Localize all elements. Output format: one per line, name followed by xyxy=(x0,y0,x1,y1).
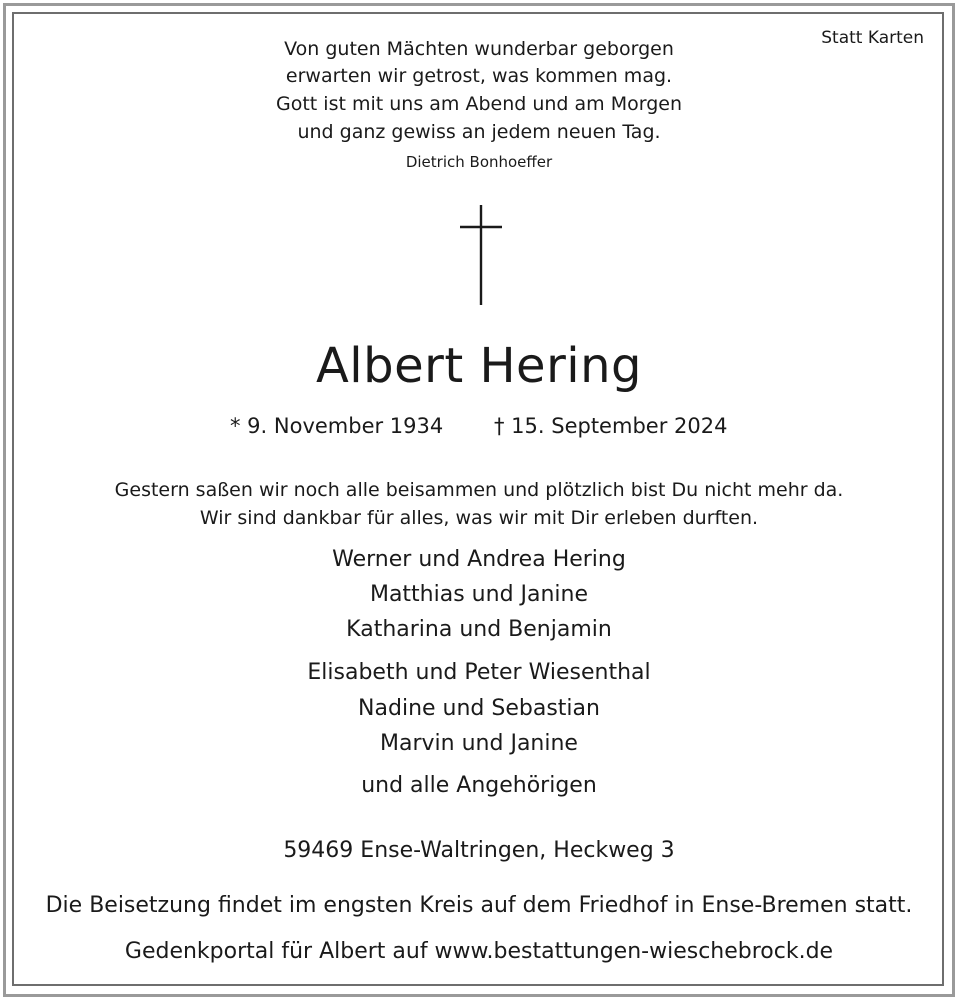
poem-author: Dietrich Bonhoeffer xyxy=(405,153,553,171)
poem-line: und ganz gewiss an jedem neuen Tag. xyxy=(297,121,661,143)
burial-note: Die Beisetzung findet im engsten Kreis auf dem Friedhof in Ense-Bremen statt. xyxy=(45,893,913,918)
memorial-portal: Gedenkportal für Albert auf www.bestattungen-wieschebrock.de xyxy=(124,939,834,964)
other-relatives: und alle Angehörigen xyxy=(361,773,597,798)
family-member: Elisabeth und Peter Wiesenthal xyxy=(307,660,651,685)
poem-line: erwarten wir getrost, was kommen mag. xyxy=(285,65,673,87)
birth-date: * 9. November 1934 xyxy=(230,414,444,438)
deceased-name: Albert Hering xyxy=(315,338,643,394)
family-member: Nadine und Sebastian xyxy=(358,696,600,721)
poem-line: Gott ist mit uns am Abend und am Morgen xyxy=(276,93,682,115)
family-member: Matthias und Janine xyxy=(369,582,589,607)
poem-line: Von guten Mächten wunderbar geborgen xyxy=(284,38,674,60)
family-member: Werner und Andrea Hering xyxy=(332,547,626,572)
message-line: Gestern saßen wir noch alle beisammen und plötzlich bist Du nicht mehr da. xyxy=(114,479,844,501)
cross-icon xyxy=(460,205,502,305)
address: 59469 Ense-Waltringen, Heckweg 3 xyxy=(283,838,675,863)
message-line: Wir sind dankbar für alles, was wir mit Dir erleben durften. xyxy=(199,507,759,529)
statt-karten-label: Statt Karten xyxy=(821,28,924,48)
death-date: † 15. September 2024 xyxy=(494,414,728,438)
family-member: Katharina und Benjamin xyxy=(346,617,612,642)
family-member: Marvin und Janine xyxy=(380,731,578,756)
